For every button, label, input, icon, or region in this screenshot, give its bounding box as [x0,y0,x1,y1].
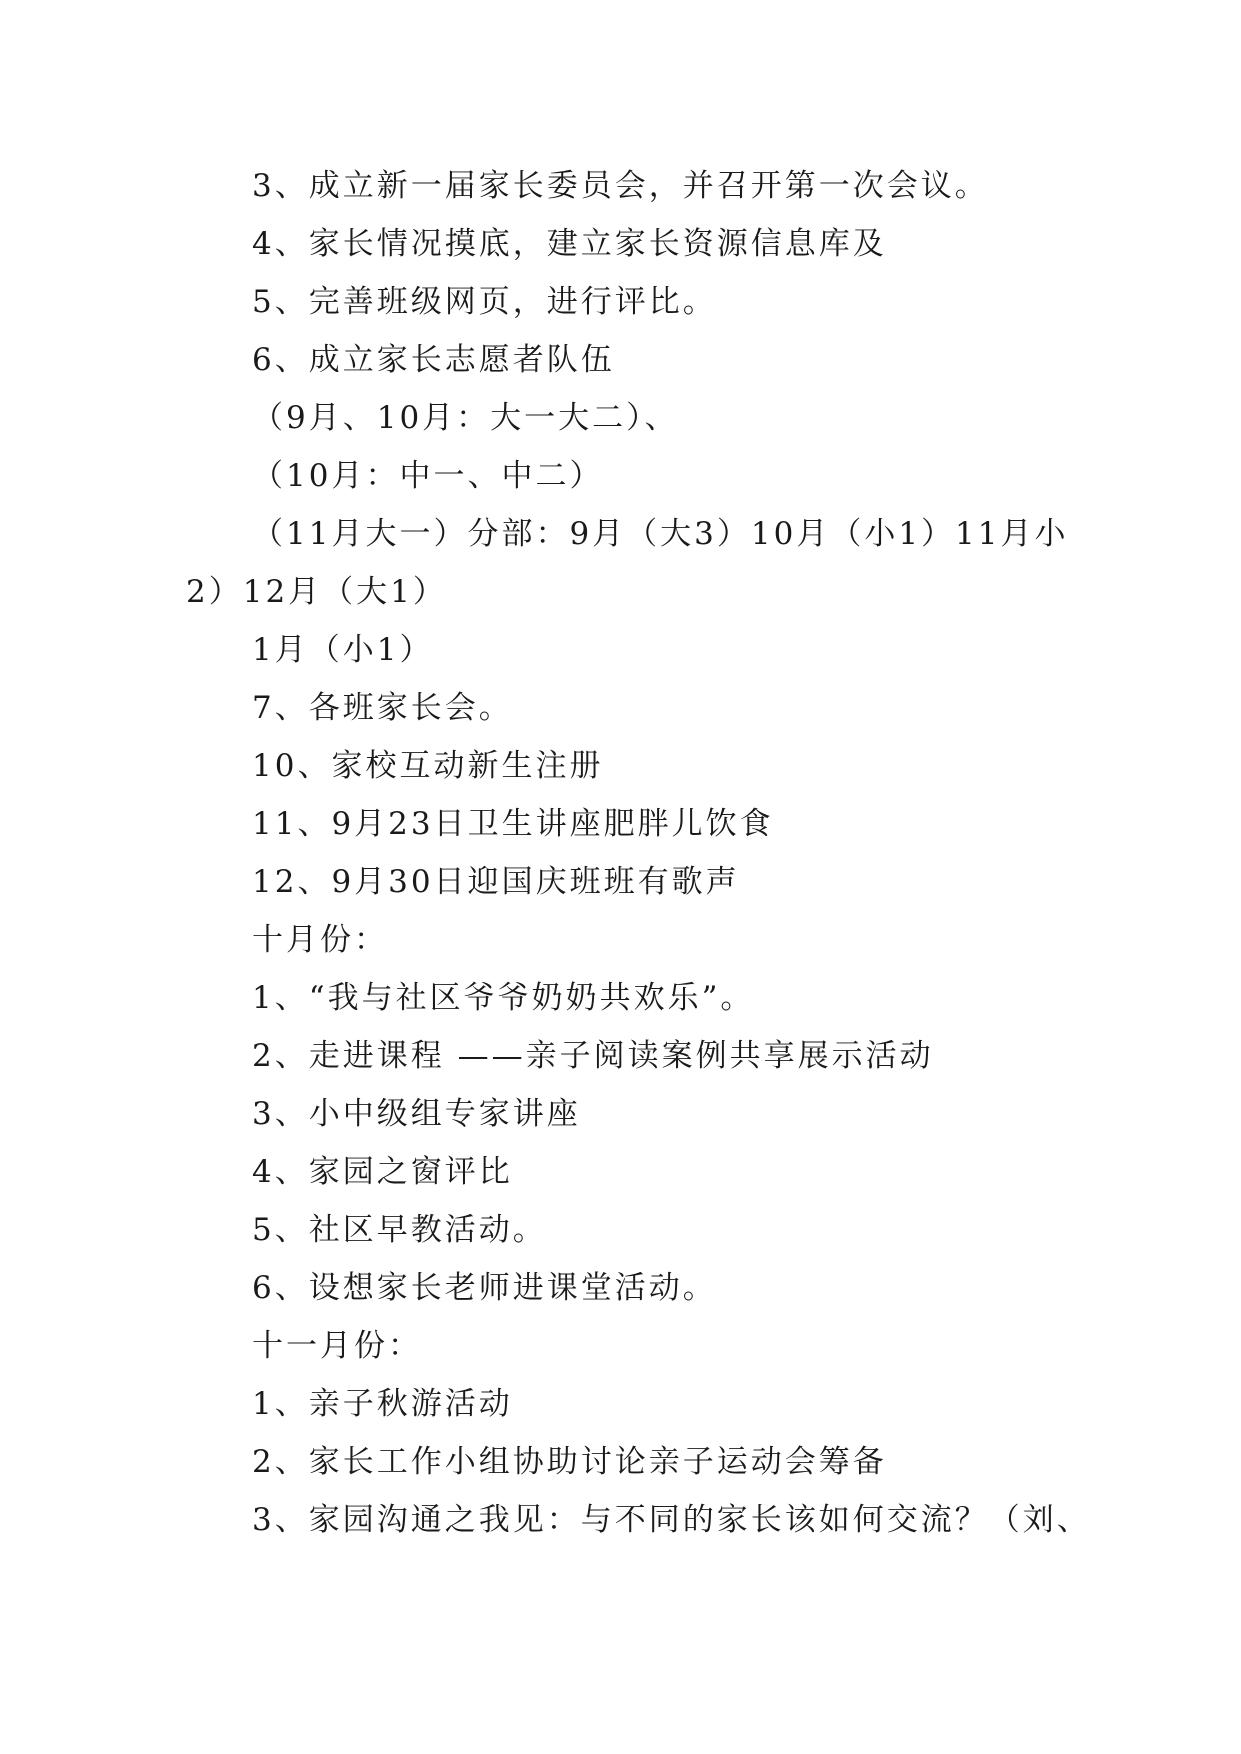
text-line: 1、亲子秋游活动 [252,1386,513,1422]
text-line: （11月大一）分部：9月（大3）10月（小1）11月小 [252,516,1069,552]
text-line: 4、家长情况摸底，建立家长资源信息库及 [252,226,887,262]
text-line: 4、家园之窗评比 [252,1154,513,1190]
text-line: 3、小中级组专家讲座 [252,1096,581,1132]
text-line: （9月、10月：大一大二）、 [252,400,679,436]
text-line: 2）12月（大1） [186,574,447,610]
text-line: 11、9月23日卫生讲座肥胖儿饮食 [252,806,774,842]
text-line: 3、成立新一届家长委员会，并召开第一次会议。 [252,168,989,204]
text-line: 12、9月30日迎国庆班班有歌声 [252,864,740,900]
text-line: 2、走进课程 ——亲子阅读案例共享展示活动 [252,1038,934,1074]
text-line: 1、“我与社区爷爷奶奶共欢乐”。 [252,980,755,1016]
text-line: 1月（小1） [252,632,434,668]
text-line: 2、家长工作小组协助讨论亲子运动会筹备 [252,1444,887,1480]
text-line: 5、完善班级网页，进行评比。 [252,284,717,320]
text-line: 3、家园沟通之我见：与不同的家长该如何交流？（刘、 [252,1502,1091,1538]
text-line: （10月：中一、中二） [252,458,604,494]
text-line: 7、各班家长会。 [252,690,513,726]
text-line: 10、家校互动新生注册 [252,748,604,784]
text-line: 5、社区早教活动。 [252,1212,547,1248]
text-line: 6、成立家长志愿者队伍 [252,342,615,378]
text-line: 6、设想家长老师进课堂活动。 [252,1270,717,1306]
section-heading: 十一月份： [252,1328,422,1364]
section-heading: 十月份： [252,922,388,958]
